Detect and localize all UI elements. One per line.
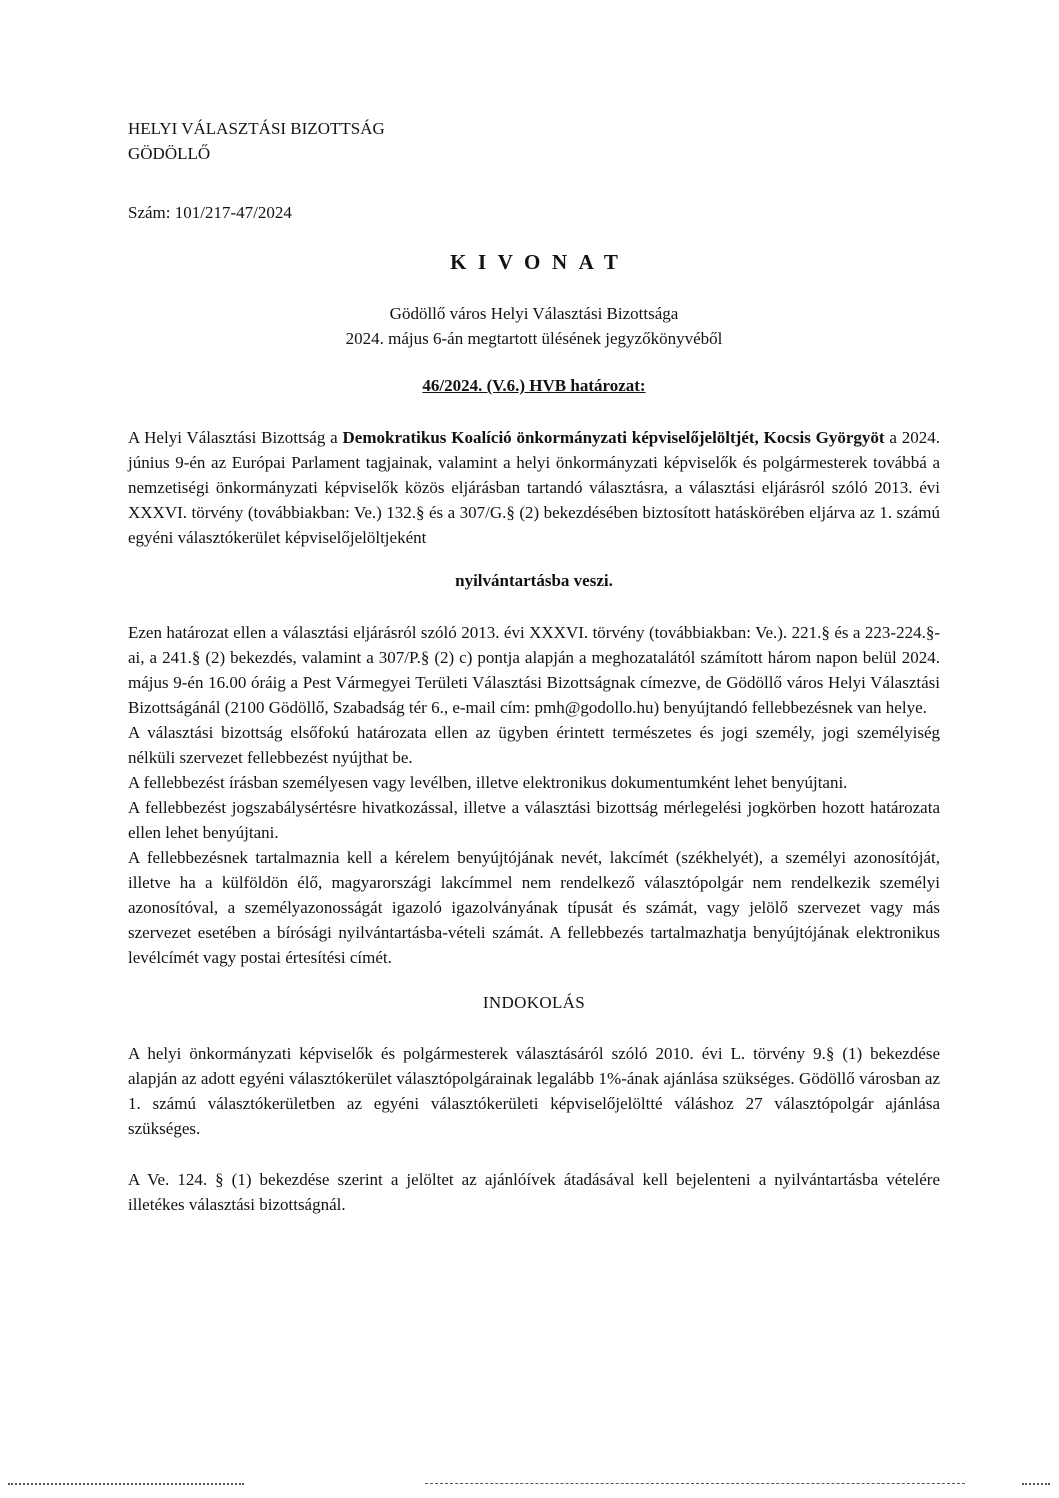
justification-paragraph-1: A helyi önkormányzati képviselők és polgármesterek választásáról szóló 2010. évi L. törvény 9.§ (1) bekezdése alapján az adott egyéni választókerület választópolgárainak legalább 1%-ának ajánlása szükséges. Gödöllő városban az 1. számú választókerületben az egyéni választókerületi képviselőjelöltté váláshoz 27 választópolgár ajánlása szükséges. (128, 1044, 940, 1138)
scan-artifact-right (1022, 1483, 1050, 1485)
appeal-information-block (128, 620, 940, 970)
justification-paragraph-2: A Ve. 124. § (1) bekezdése szerint a jelöltet az ajánlóívek átadásával kell bejelenteni a nyilvántartásba vételére illetékes választási bizottságnál. (128, 1170, 940, 1214)
appeal-paragraph-content: A fellebbezésnek tartalmaznia kell a kérelem benyújtójának nevét, lakcímét (székhelyét), a személyi azonosítóját, illetve ha a külföldön élő, magyarországi lakcímmel nem rendelkező választópolgár nem rendelkezik személyi azonosítóval, a személyazonosságát igazoló igazolványának típusát és számát, vagy jelölő szervezet vagy más szervezet esetében a bírósági nyilvántartásba-vételi számát. A fellebbezés tartalmazhatja benyújtójának elektronikus levélcímét vagy postai értesítési címét. (128, 848, 940, 967)
appeal-paragraph-grounds: A fellebbezést jogszabálysértésre hivatkozással, illetve a választási bizottság mérlegelési jogkörben hozott határozata ellen lehet benyújtani. (128, 798, 940, 842)
scan-artifact-center (425, 1483, 965, 1484)
scan-artifact-left (8, 1483, 244, 1485)
decision-text-lead: A Helyi Választási Bizottság a (128, 428, 343, 447)
subtitle-committee: Gödöllő város Helyi Választási Bizottsága (389, 304, 679, 323)
operative-clause: nyilvántartásba veszi. (455, 571, 613, 590)
appeal-paragraph-form: A fellebbezést írásban személyesen vagy levélben, illetve elektronikus dokumentumként lehet benyújtani. (128, 773, 848, 792)
decision-text-rest: a 2024. június 9-én az Európai Parlament tagjainak, valamint a helyi önkormányzati képviselők és polgármesterek továbbá a nemzetiségi önkormányzati képviselők közös eljárásban tartandó választásra, a választási eljárásról szóló 2013. évi XXXVI. törvény (továbbiakban: Ve.) 132.§ és a 307/G.§ (2) bekezdésében biztosított hatáskörében eljárva az 1. számú egyéni választókerület képviselőjelöltjeként (128, 428, 941, 547)
reference-number: Szám: 101/217-47/2024 (128, 203, 292, 222)
justification-heading: INDOKOLÁS (482, 993, 586, 1012)
session-subtitle (128, 301, 940, 351)
decision-paragraph (128, 425, 940, 550)
org-name-line2: GÖDÖLLŐ (128, 144, 211, 163)
subtitle-session-date: 2024. május 6-án megtartott ülésének jegyzőkönyvéből (345, 329, 723, 348)
org-name-line1: HELYI VÁLASZTÁSI BIZOTTSÁG (128, 119, 385, 138)
document-title: KIVONAT (450, 250, 630, 274)
candidate-name-bold: Demokratikus Koalíció önkormányzati képviselőjelöltjét, Kocsis Györgyöt (342, 428, 885, 447)
appeal-paragraph-deadline: Ezen határozat ellen a választási eljárásról szóló 2013. évi XXXVI. törvény (továbbiakban: Ve.). 221.§ és a 223-224.§-ai, a 241.§ (2) bekezdés, valamint a 307/P.§ (2) c) pontja alapján a meghozatalától számított három napon belül 2024. május 9-én 16.00 óráig a Pest Vármegyei Területi Választási Bizottságnak címezve, de Gödöllő város Helyi Választási Bizottságánál (2100 Gödöllő, Szabadság tér 6., e-mail cím: pmh@godollo.hu) benyújtandó fellebbezésnek van helye. (128, 623, 940, 717)
decision-heading: 46/2024. (V.6.) HVB határozat: (422, 376, 646, 395)
appeal-paragraph-who: A választási bizottság elsőfokú határozata ellen az ügyben érintett természetes és jogi személy, jogi személyiség nélküli szervezet fellebbezést nyújthat be. (128, 723, 940, 767)
